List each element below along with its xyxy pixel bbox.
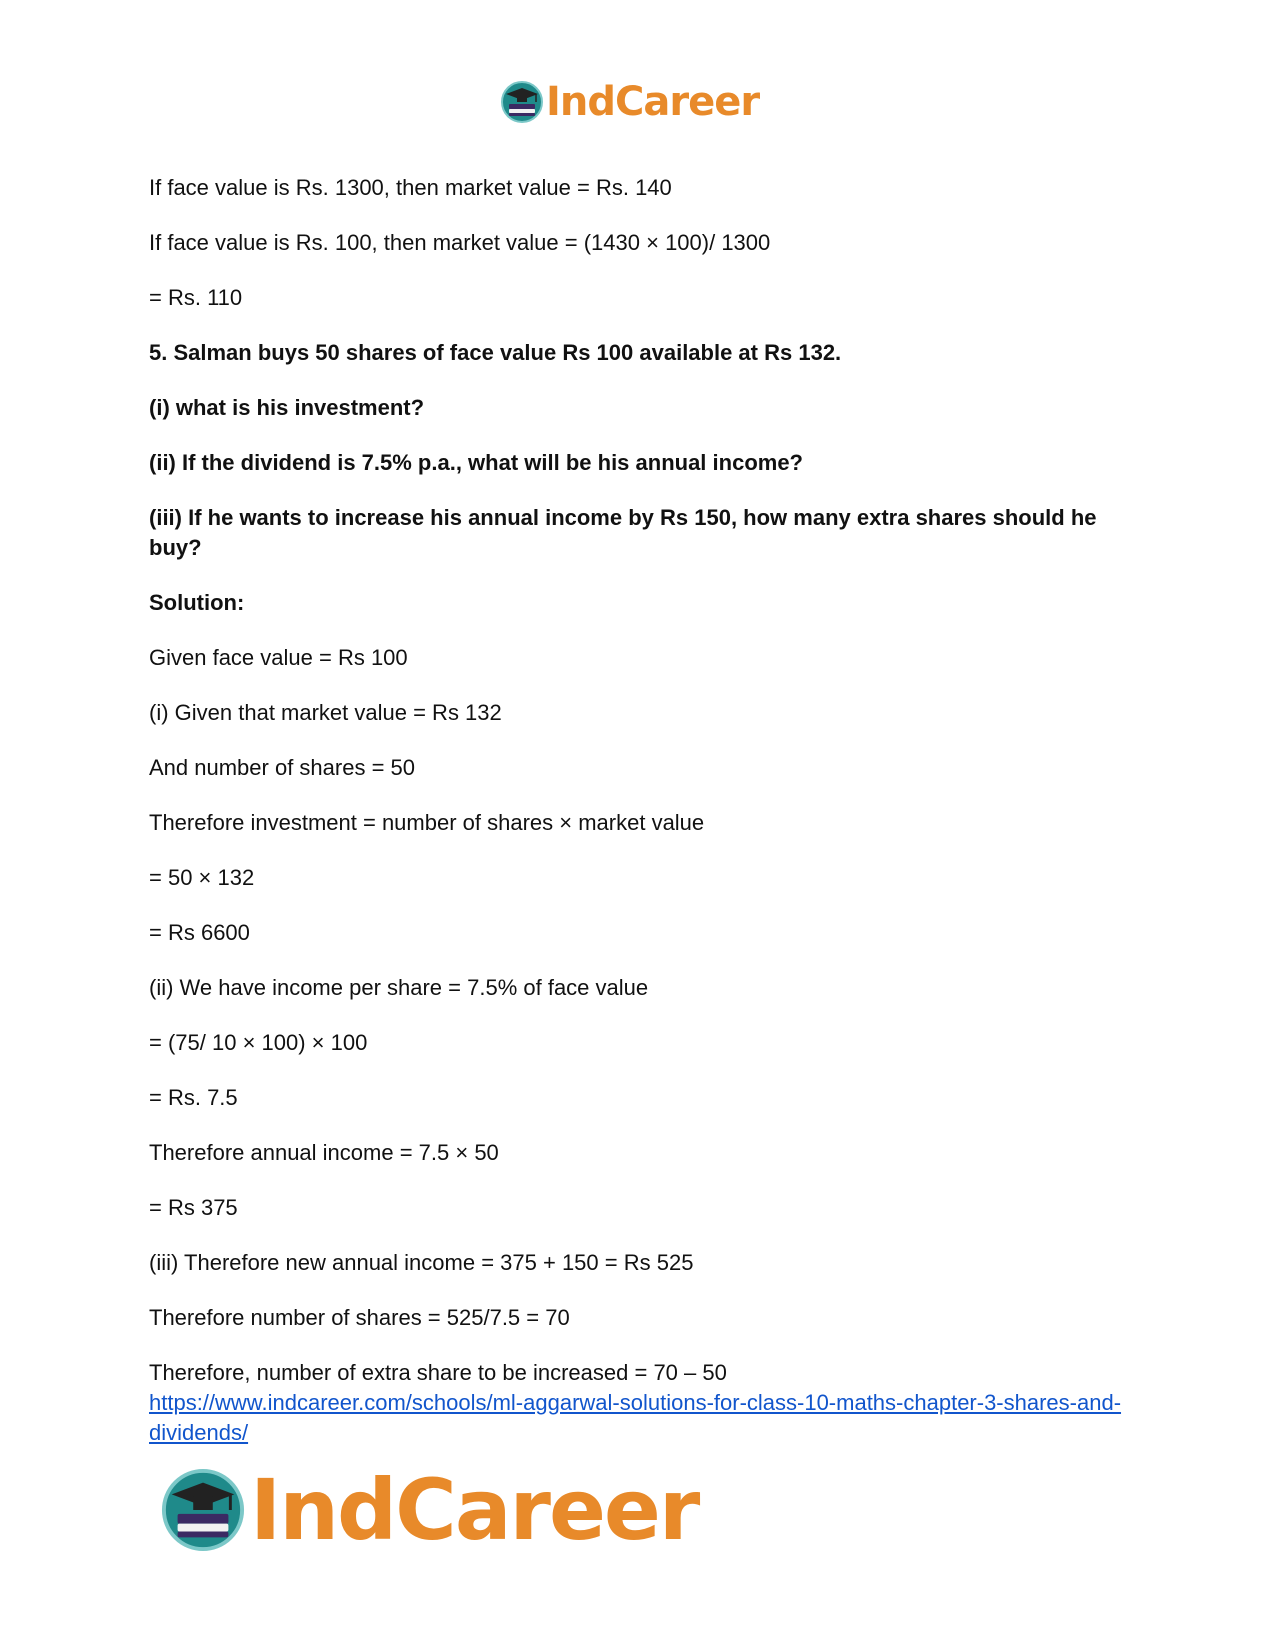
text-line: = 50 × 132: [149, 865, 255, 890]
text-line: (ii) We have income per share = 7.5% of face value: [149, 975, 649, 1000]
brand-wordmark: IndCareer: [546, 79, 760, 125]
footer-logo: [160, 1462, 698, 1558]
text-line: = Rs 6600: [149, 920, 250, 945]
text-line: = Rs 375: [149, 1195, 238, 1220]
source-link[interactable]: https://www.indcareer.com/schools/ml-aggarwal-solutions-for-class-10-maths-chapter-3-shares-and-dividends/: [149, 1390, 1122, 1445]
solution-heading: Solution:: [149, 590, 245, 615]
graduation-book-icon: [500, 80, 544, 124]
text-line: Therefore annual income = 7.5 × 50: [149, 1140, 499, 1165]
text-line: Therefore number of shares = 525/7.5 = 70: [149, 1305, 570, 1330]
text-line: If face value is Rs. 100, then market value = (1430 × 100)/ 1300: [149, 230, 771, 255]
question-part: (iii) If he wants to increase his annual income by Rs 150, how many extra shares should he buy?: [149, 505, 1097, 560]
text-line: And number of shares = 50: [149, 755, 415, 780]
text-line: Given face value = Rs 100: [149, 645, 408, 670]
text-line: Therefore, number of extra share to be increased = 70 – 50: [149, 1360, 727, 1385]
text-line: Therefore investment = number of shares × market value: [149, 810, 705, 835]
text-line: (iii) Therefore new annual income = 375 + 150 = Rs 525: [149, 1250, 694, 1275]
question-part: (i) what is his investment?: [149, 395, 425, 420]
question-heading: 5. Salman buys 50 shares of face value Rs 100 available at Rs 132.: [149, 340, 842, 365]
text-line: = (75/ 10 × 100) × 100: [149, 1030, 368, 1055]
text-line: = Rs. 110: [149, 285, 243, 310]
text-line: If face value is Rs. 1300, then market value = Rs. 140: [149, 175, 672, 200]
question-part: (ii) If the dividend is 7.5% p.a., what will be his annual income?: [149, 450, 803, 475]
text-line: (i) Given that market value = Rs 132: [149, 700, 502, 725]
graduation-book-icon: [160, 1467, 246, 1553]
brand-wordmark: IndCareer: [250, 1461, 699, 1559]
header-logo: [500, 78, 759, 126]
text-line: = Rs. 7.5: [149, 1085, 238, 1110]
document-body: [149, 173, 1129, 1448]
